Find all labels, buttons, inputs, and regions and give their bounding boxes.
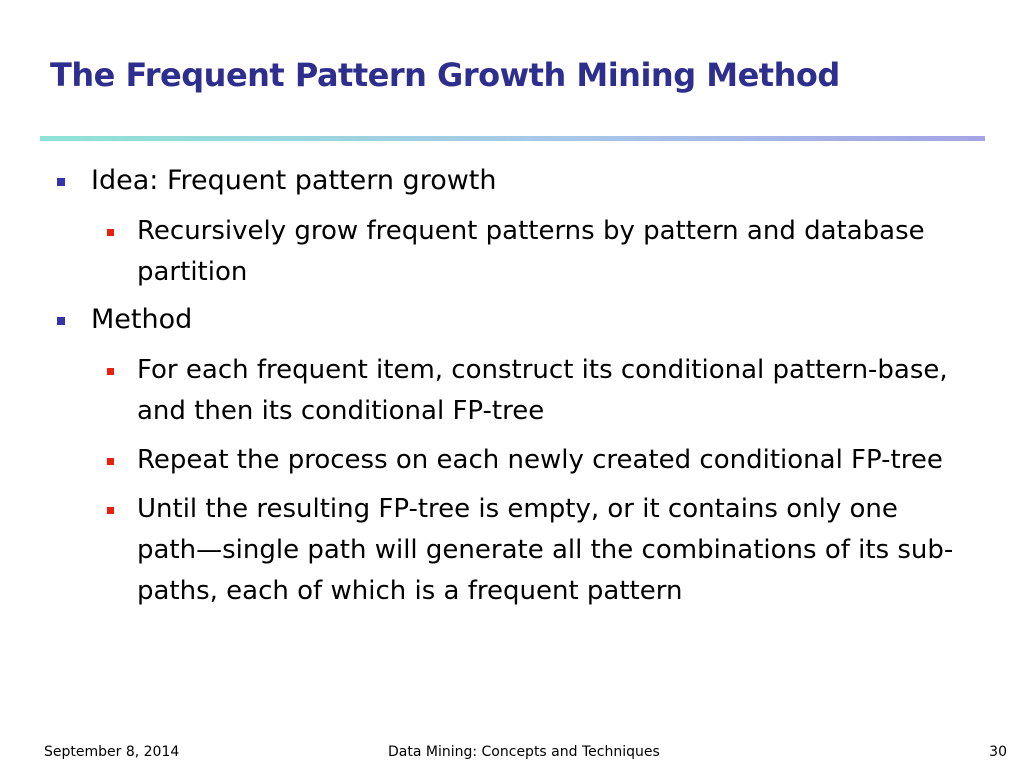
- title-divider: [40, 136, 985, 141]
- square-bullet-icon: [57, 178, 65, 186]
- square-bullet-icon: [107, 368, 114, 375]
- bullet-text: Idea: Frequent pattern growth: [91, 165, 497, 196]
- footer-course-title: Data Mining: Concepts and Techniques: [388, 744, 660, 760]
- bullet-text: Method: [91, 304, 193, 335]
- sub-bullet-conditional-base: [0, 350, 964, 432]
- square-bullet-icon: [57, 317, 65, 325]
- sub-bullet-text: For each frequent item, construct its conditional pattern-base, and then its conditional FP-tree: [137, 355, 948, 426]
- sub-bullet-text: Repeat the process on each newly created conditional FP-tree: [137, 445, 943, 475]
- sub-bullet-repeat: [0, 440, 964, 481]
- square-bullet-icon: [107, 507, 114, 514]
- sub-bullet-until-empty: [0, 489, 964, 612]
- slide-title: The Frequent Pattern Growth Mining Method: [50, 56, 840, 94]
- slide-body: [0, 162, 1024, 620]
- square-bullet-icon: [107, 458, 114, 465]
- sub-bullet-text: Until the resulting FP-tree is empty, or it contains only one path—single path will generate all the combinations of its sub-paths, each of which is a frequent pattern: [137, 494, 954, 606]
- square-bullet-icon: [107, 229, 114, 236]
- sub-bullet-text: Recursively grow frequent patterns by pattern and database partition: [137, 216, 925, 287]
- footer-date: September 8, 2014: [44, 744, 180, 760]
- sub-bullet-recursive-growth: [0, 211, 964, 293]
- bullet-method: [0, 301, 964, 339]
- footer-page-number: 30: [989, 744, 1007, 760]
- bullet-idea: [0, 162, 964, 200]
